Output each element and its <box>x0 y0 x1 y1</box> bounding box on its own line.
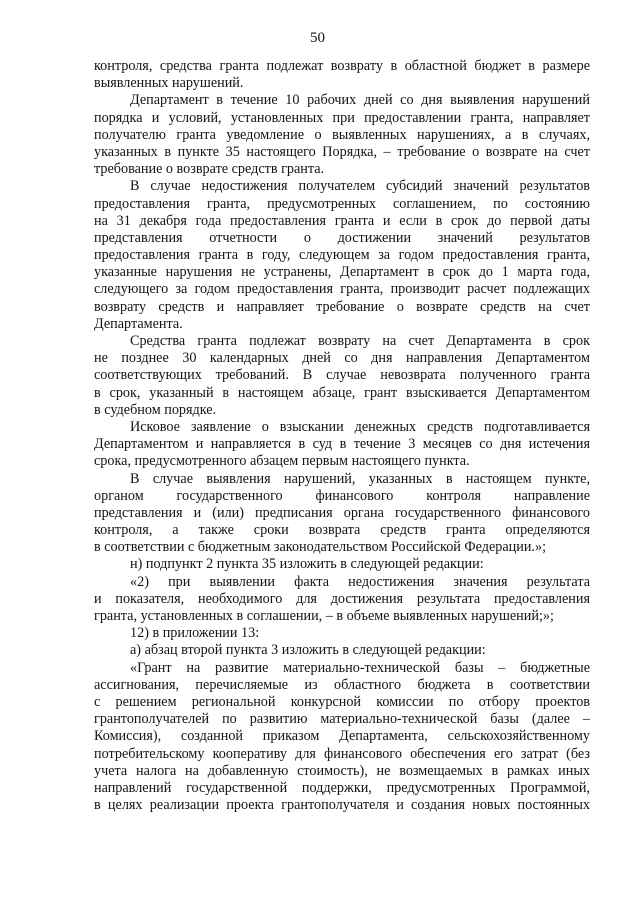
text-line: с решением региональной конкурсной комиссии по отбору проектов <box>94 693 590 710</box>
text-line: В случае выявления нарушений, указанных в настоящем пункте, <box>130 470 590 487</box>
text-line: а) абзац второй пункта 3 изложить в следующей редакции: <box>130 642 486 659</box>
paragraph-results-not-achieved <box>94 178 590 333</box>
text-line: предоставления гранта, предусмотренных соглашением, по состоянию <box>94 195 590 212</box>
text-line: н) подпункт 2 пункта 35 изложить в следующей редакции: <box>130 556 484 573</box>
text-line: в соответствии с бюджетным законодательством Российской Федерации.»; <box>94 539 547 556</box>
text-line: Комиссия), созданной приказом Департамента, сельскохозяйственному <box>94 728 590 745</box>
text-line: Средства гранта подлежат возврату на счет Департамента в срок <box>130 333 590 349</box>
text-line: направлений государственной поддержки, предусмотренных Программой, <box>94 779 590 796</box>
text-line: указанных в пункте 35 настоящего Порядка, – требование о возврате на счет <box>94 143 590 160</box>
text-line: не позднее 30 календарных дней со дня направления Департаментом <box>94 350 590 367</box>
text-line: учета налога на добавленную стоимость), не возмещаемых в рамках иных <box>94 762 590 779</box>
text-line: в целях реализации проекта грантополучателя и создания новых постоянных <box>94 797 590 814</box>
text-line: соответствующих требований. В случае невозврата полученного гранта <box>94 367 590 384</box>
text-line: контроля, а также сроки возврата средств гранта определяются <box>94 522 590 539</box>
text-line: и показателя, необходимого для достижения результата предоставления <box>94 590 590 607</box>
paragraph-subitem-n <box>94 556 590 573</box>
text-line: представления отчетности о достижении значений результатов <box>94 229 590 246</box>
text-line: порядка и условий, установленных при предоставлении гранта, направляет <box>94 109 590 126</box>
text-line: Департамент в течение 10 рабочих дней со дня выявления нарушений <box>130 92 590 109</box>
text-line: органом государственного финансового контроля направление <box>94 487 590 504</box>
text-line: 12) в приложении 13: <box>130 625 260 642</box>
text-line: срока, предусмотренного абзацем первым настоящего пункта. <box>94 453 470 470</box>
paragraph-return-deadline <box>94 333 590 419</box>
text-line: на 31 декабря года предоставления гранта и если в срок до первой даты <box>94 212 590 229</box>
paragraph-grant-definition <box>94 660 590 815</box>
text-line: «Грант на развитие материально-технической базы – бюджетные <box>130 659 590 676</box>
paragraph-state-financial-control <box>94 471 590 557</box>
text-line: Департаментом и направляется в суд в течение 3 месяцев со дня истечения <box>94 436 590 453</box>
text-line: Департамента. <box>94 315 183 332</box>
paragraph-violations-return-end <box>94 58 590 92</box>
text-line: предоставления гранта в году, следующем за годом предоставления гранта, <box>94 247 590 264</box>
text-line: контроля, средства гранта подлежат возврату в областной бюджет в размере <box>94 58 590 74</box>
text-line: получателю гранта уведомление о выявленных нарушениях, а в случаях, <box>94 126 590 143</box>
paragraph-subitem-a <box>94 642 590 659</box>
page-number: 50 <box>310 30 325 46</box>
paragraph-lawsuit <box>94 419 590 471</box>
text-line: в судебном порядке. <box>94 401 217 418</box>
text-line: гранта, установленных в соглашении, – в объеме выявленных нарушений;»; <box>94 608 554 624</box>
text-line: в срок, указанный в настоящем абзаце, грант взыскивается Департаментом <box>94 384 590 401</box>
paragraph-department-notification <box>94 92 590 178</box>
paragraph-item-12 <box>94 625 590 642</box>
text-line: выявленных нарушений. <box>94 75 244 92</box>
text-line: возврату средств и направляет требование о возврате средств на счет <box>94 298 590 315</box>
text-line: потребительскому кооперативу для финансового обеспечения его затрат (без <box>94 745 590 762</box>
text-line: представления и (или) предписания органа государственного финансового <box>94 504 590 521</box>
page-text <box>94 58 590 814</box>
text-line: ассигнования, перечисляемые из областного бюджета в соответствии <box>94 676 590 693</box>
text-line: Исковое заявление о взыскании денежных средств подготавливается <box>130 418 590 435</box>
text-line: следующего за годом предоставления гранта, производит расчет подлежащих <box>94 281 590 298</box>
text-line: указанные нарушения не устранены, Департамент в срок до 1 марта года, <box>94 264 590 281</box>
paragraph-subitem-2 <box>94 574 590 626</box>
text-line: грантополучателей по развитию материально-технической базы (далее – <box>94 711 590 728</box>
text-line: «2) при выявлении факта недостижения значения результата <box>130 573 590 590</box>
text-line: В случае недостижения получателем субсидий значений результатов <box>130 178 590 195</box>
text-line: требование о возврате средств гранта. <box>94 161 325 178</box>
